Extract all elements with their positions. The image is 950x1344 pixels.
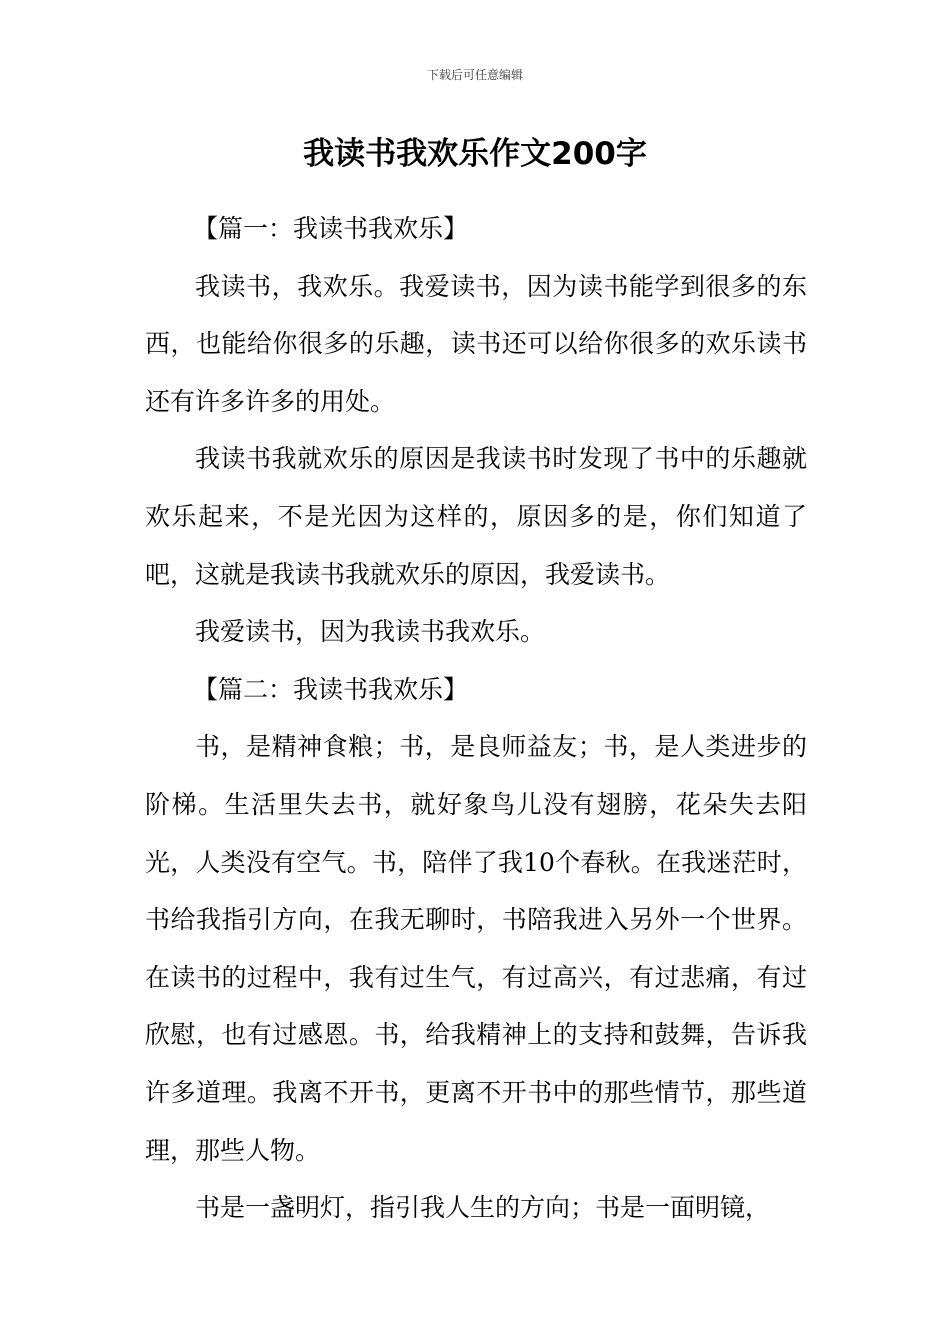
document-body — [145, 200, 807, 1237]
document-title: 我读书我欢乐作文200字 — [303, 136, 647, 172]
paragraph: 我读书我就欢乐的原因是我读书时发现了书中的乐趣就欢乐起来，不是光因为这样的，原因多的是，你们知道了吧，这就是我读书我就欢乐的原因，我爱读书。 — [145, 444, 807, 589]
section-heading-1: 【篇一：我读书我欢乐】 — [193, 214, 469, 243]
header-note: 下载后可任意编辑 — [426, 68, 523, 82]
paragraph: 书是一盏明灯，指引我人生的方向；书是一面明镜， — [195, 1193, 771, 1223]
paragraph: 书，是精神食粮；书，是良师益友；书，是人类进步的阶梯。生活里失去书，就好象鸟儿没有翅膀，花朵失去阳光，人类没有空气。书，陪伴了我10个春秋。在我迷茫时，书给我指引方向，在我无聊时，书陪我进入另外一个世界。在读书的过程中，我有过生气，有过高兴，有过悲痛，有过欣慰，也有过感恩。书，给我精神上的支持和鼓舞，告诉我许多道理。我离不开书，更离不开书中的那些情节，那些道理，那些人物。 — [145, 732, 807, 1165]
section-heading-2: 【篇二：我读书我欢乐】 — [193, 674, 469, 704]
paragraph: 我读书，我欢乐。我爱读书，因为读书能学到很多的东西，也能给你很多的乐趣，读书还可以给你很多的欢乐读书还有许多许多的用处。 — [145, 271, 807, 416]
paragraph: 我爱读书，因为我读书我欢乐。 — [195, 617, 546, 647]
